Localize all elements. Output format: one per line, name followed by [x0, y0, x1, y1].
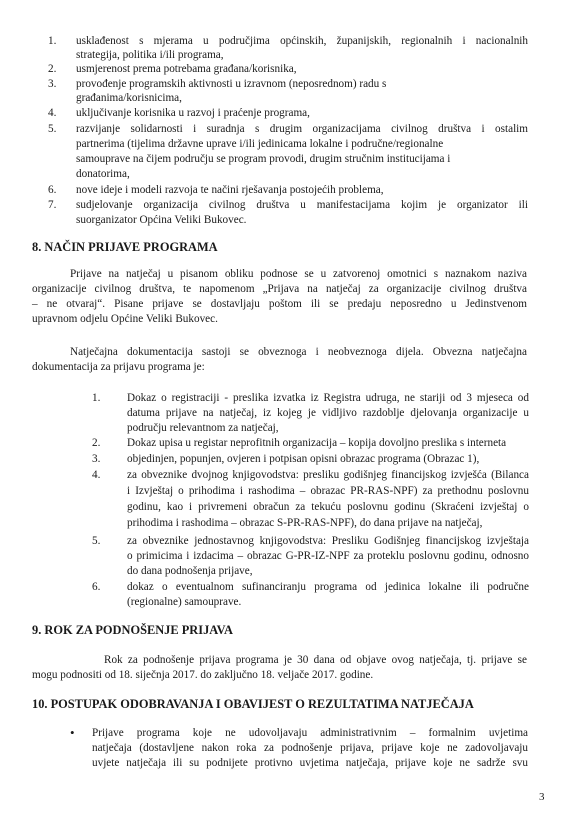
- list-item-line: za obveznike jednostavnog knjigovodstva: Presliku Godišnjeg financijskog izvještaja: [127, 535, 529, 547]
- list-item-line: datuma prijave na natječaj, iz kojeg je vidljivo razdoblje djelovanja organizacije u: [127, 407, 529, 419]
- list-item-line: strategija, politika i/ili programa,: [76, 49, 224, 61]
- list-item-line: prihodima i rashodima – obrazac S-PR-RAS-NPF), do dana prijave na natječaj,: [127, 517, 483, 529]
- paragraph-line: Natječajna dokumentacija sastoji se obveznoga i neobveznoga dijela. Obvezna natječajna: [70, 346, 527, 358]
- list-item-line: objedinjen, popunjen, ovjeren i potpisan opisni obrazac programa (Obrazac 1),: [127, 453, 480, 465]
- page-number: 3: [539, 791, 545, 803]
- list-item-line: usklađenost s mjerama u područjima općinskih, županijskih, regionalnih i nacionalnih: [76, 35, 528, 47]
- list-item-number: 3.: [92, 453, 101, 465]
- section-heading: 10. POSTUPAK ODOBRAVANJA I OBAVIJEST O REZULTATIMA NATJEČAJA: [32, 697, 474, 711]
- section-heading: 8. NAČIN PRIJAVE PROGRAMA: [32, 240, 218, 254]
- list-item-number: 1.: [92, 392, 101, 404]
- list-item-line: dokaz o eventualnom sufinanciranju programa od jedinica lokalne ili područne: [127, 581, 529, 593]
- paragraph-line: uvjete natječaja ili su podnijete protivno uvjetima natječaja, prijave koje ne sadrže svu: [92, 757, 528, 769]
- list-item-number: 2.: [48, 63, 57, 75]
- paragraph-line: – ne otvaraj“. Pisane prijave se dostavljaju poštom ili se predaju neposredno u Jedinstvenom: [32, 298, 527, 310]
- list-item-number: 5.: [92, 535, 101, 547]
- list-item-number: 6.: [92, 581, 101, 593]
- list-item-line: za obveznike dvojnog knjigovodstva: presliku godišnjeg financijskog izvješća (Bilanca: [127, 469, 529, 481]
- list-item-line: usmjerenost prema potrebama građana/korisnika,: [76, 63, 297, 75]
- list-item-number: 2.: [92, 437, 101, 449]
- paragraph-line: mogu podnositi od 18. siječnja 2017. do zaključno 18. veljače 2017. godine.: [32, 669, 374, 681]
- list-item-line: Dokaz upisa u registar neprofitnih organizacija – kopija dovoljno preslika s interneta: [127, 437, 507, 449]
- list-item-number: 7.: [48, 199, 57, 211]
- list-item-line: godinu, kao i privremeni obračun za tekuću poslovnu godinu (Skraćeni izvještaj o: [127, 501, 529, 513]
- section-heading: 9. ROK ZA PODNOŠENJE PRIJAVA: [32, 623, 233, 637]
- list-item-line: provođenje programskih aktivnosti u izravnom (neposrednom) radu s: [76, 78, 387, 90]
- list-item-number: 3.: [48, 78, 57, 90]
- paragraph-line: Prijave programa koje ne udovoljavaju administrativnim – formalnim uvjetima: [92, 727, 528, 739]
- list-item-line: o primicima i izdacima – obrazac G-PR-IZ-NPF za proteklu poslovnu godinu, odnosno: [127, 550, 529, 562]
- list-item-line: sudjelovanje organizacija civilnog društva u manifestacijama kojim je organizator ili: [76, 199, 528, 211]
- bullet-icon: •: [70, 725, 75, 740]
- list-item-line: samouprave na čijem području se program provodi, drugim stručnim institucijama i: [76, 153, 451, 165]
- list-item-line: donatorima,: [76, 168, 130, 180]
- paragraph-line: dokumentacija za prijavu programa je:: [32, 361, 205, 373]
- list-item-line: do dana podnošenja prijave,: [127, 565, 253, 577]
- paragraph-line: Prijave na natječaj u pisanom obliku podnose se u zatvorenoj omotnici s naznakom naziva: [70, 268, 527, 280]
- list-item-line: partnerima (tijelima državne uprave i/ili jedinicama lokalne i područne/regionalne: [76, 138, 444, 150]
- list-item-line: Dokaz o registraciji - preslika izvatka iz Registra udruga, ne stariji od 3 mjeseca od: [127, 392, 529, 404]
- list-item-line: građanima/korisnicima,: [76, 92, 182, 104]
- list-item-number: 4.: [92, 469, 101, 481]
- list-item-number: 4.: [48, 107, 57, 119]
- list-item-number: 5.: [48, 123, 57, 135]
- list-item-line: uključivanje korisnika u razvoj i praćenje programa,: [76, 107, 310, 119]
- list-item-line: nove ideje i modeli razvoja te načini rješavanja postojećih problema,: [76, 184, 384, 196]
- list-item-line: razvijanje solidarnosti i suradnja s drugim organizacijama civilnog društva i ostalim: [76, 123, 528, 135]
- paragraph-line: natječaja (dostavljene nakon roka za podnošenje prijava, prijave koje ne zadovoljavaju: [92, 742, 528, 754]
- paragraph-line: Rok za podnošenje prijava programa je 30 dana od objave ovog natječaja, tj. prijave se: [104, 654, 527, 666]
- list-item-line: (regionalne) samouprave.: [127, 596, 242, 608]
- paragraph-line: organizacije civilnog društva, te napomenom „Prijava na natječaj za organizacije civilnog društva: [32, 283, 527, 295]
- list-item-line: području relevantnom za natječaj,: [127, 422, 279, 434]
- list-item-number: 6.: [48, 184, 57, 196]
- list-item-line: suorganizator Općina Veliki Bukovec.: [76, 214, 247, 226]
- list-item-number: 1.: [48, 35, 57, 47]
- list-item-line: i Izvještaj o prihodima i rashodima – obrazac PR-RAS-NPF) za prethodnu poslovnu: [127, 485, 529, 497]
- paragraph-line: upravnom odjelu Općine Veliki Bukovec.: [32, 313, 218, 325]
